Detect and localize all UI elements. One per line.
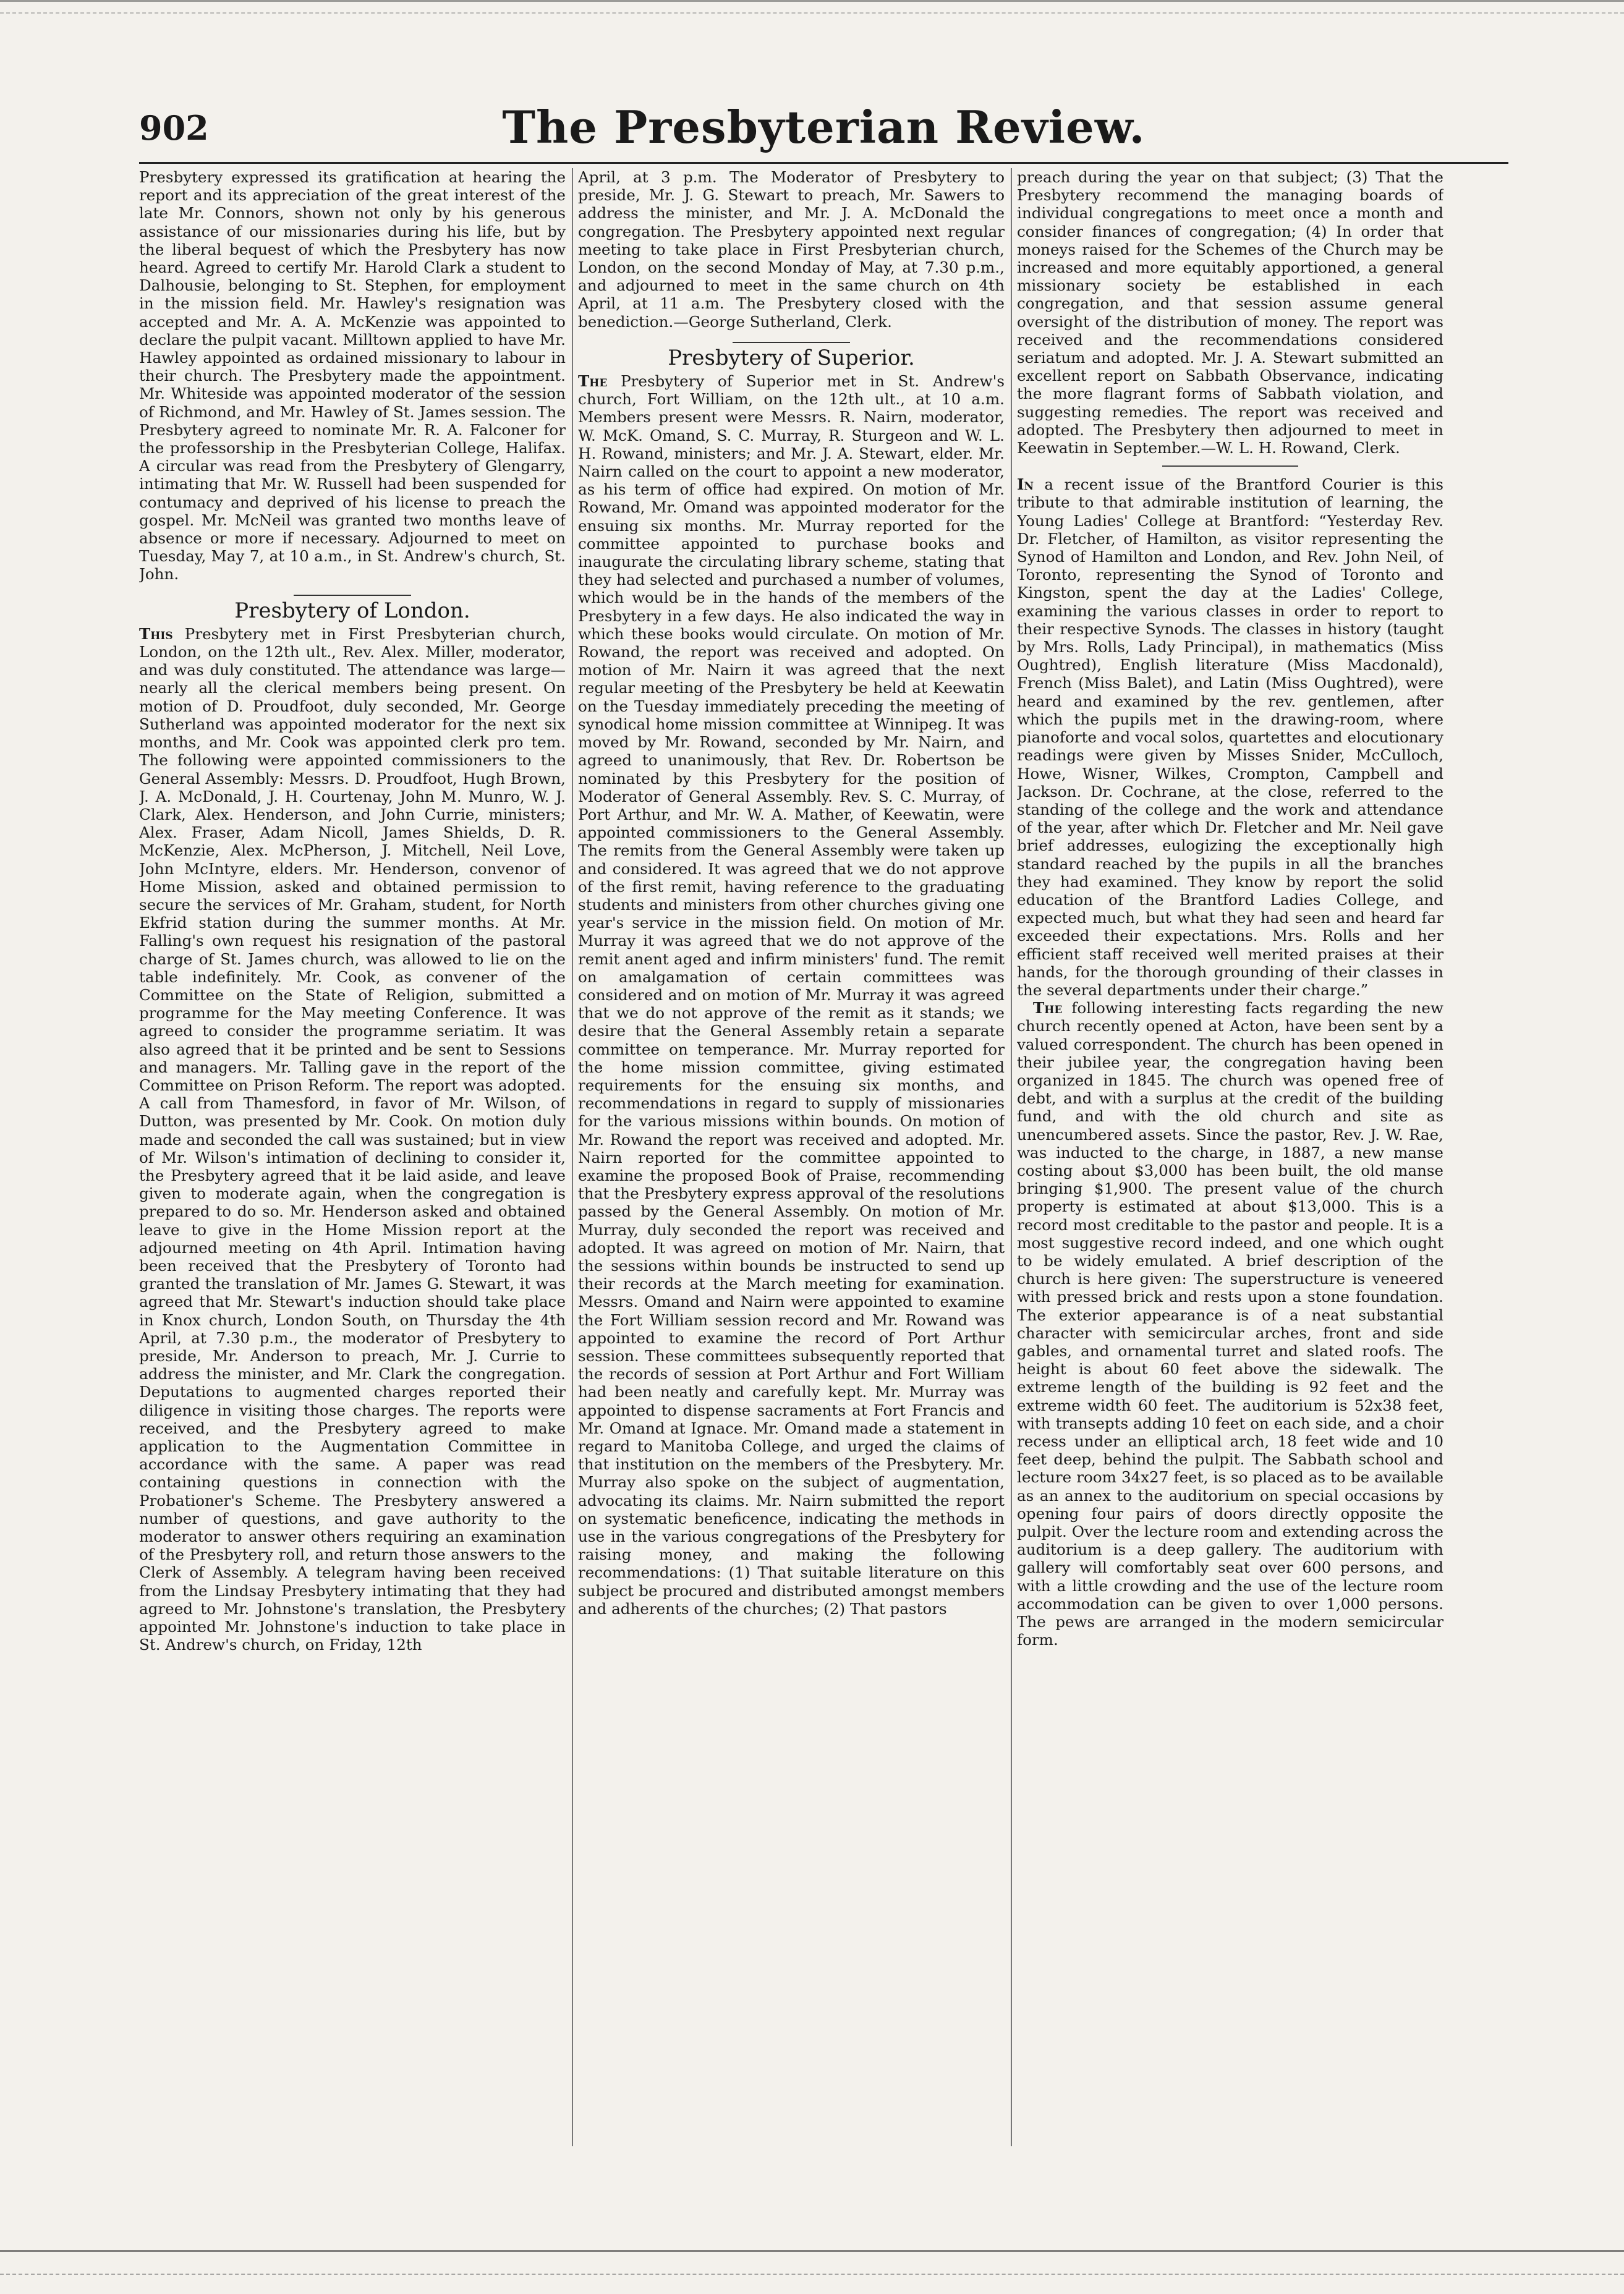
- article-paragraph: [1017, 999, 1443, 1649]
- page-number: 902: [139, 108, 209, 148]
- paragraph-text: following interesting facts regarding the new church recently opened at Acton, have been sent by a valued correspondent. The church has been opened in their jubilee year, the congregation having been organized in 1845. The church was opened free of debt, and with a surplus at the credit of the building fund, and with the old church and site as unencumbered assets. Since the pastor, Rev. J. W. Rae, was inducted to the charge, in 1887, a new manse costing about $3,000 has been built, the old manse bringing $1,900. The present value of the church property is estimated at about $13,000. This is a record most creditable to the pastor and people. It is a most suggestive record indeed, and one which ought to be widely emulated. A brief description of the church is here given: The superstructure is veneered with pressed brick and rests upon a stone foundation. The exterior appearance is of a neat substantial character with semicircular arches, front and side gables, and ornamental turret and slated roofs. The height is about 60 feet above the sidewalk. The extreme length of the building is 92 feet and the extreme width 60 feet. The auditorium is 52x38 feet, with transepts adding 10 feet on each side, and a choir recess under an elliptical arch, 18 feet wide and 10 feet deep, behind the pulpit. The Sabbath school and lecture room 34x27 feet, is so placed as to be available as an annex to the auditorium on special occasions by opening four pairs of doors directly opposite the pulpit. Over the lecture room and extending across the auditorium is a deep gallery. The auditorium with gallery will comfortably seat over 600 persons, and with a little crowding and the use of the lecture room accommodation can be given to over 1,000 persons. The pews are arranged in the modern semicircular form.: [1017, 999, 1443, 1649]
- top-border-rule: [0, 0, 1624, 14]
- paragraph-text: a recent issue of the Brantford Courier is this tribute to that admirable institution of learning, the Young Ladies' College at Brantford: “Yesterday Rev. Dr. Fletcher, of Hamilton, as visitor representing the Synod of Hamilton and London, and Rev. John Neil, of Toronto, representing the Synod of Toronto and Kingston, spent the day at the Ladies' College, examining the various classes in order to report to their respective Synods. The classes in history (taught by Mrs. Rolls, Lady Principal), in mathematics (Miss Oughtred), English literature (Miss Macdonald), French (Miss Balet), and Latin (Miss Oughtred), were heard and examined by the rev. gentlemen, after which the pupils met in the drawing-room, where pianoforte and vocal solos, quartettes and elocutionary readings were given by Misses Snider, McCulloch, Howe, Wisner, Wilkes, Crompton, Campbell and Jackson. Dr. Cochrane, at the close, referred to the standing of the college and the work and attendance of the year, after which Dr. Fletcher and Mr. Neil gave brief addresses, eulogizing the exceptionally high standard reached by the pupils in all the branches they had examined. They know by report the solid education of the Brantford Ladies College, and expected much, but what they had seen and heard far exceeded their expectations. Mrs. Rolls and her efficient staff received well merited praises at their hands, for the thorough grounding of their classes in the several departments under their charge.”: [1017, 475, 1443, 999]
- column-divider: [572, 168, 573, 2146]
- column-2: [578, 168, 1005, 2156]
- heading-rule: [733, 342, 850, 343]
- column-1: [139, 168, 566, 2156]
- bottom-border-rule: [0, 2250, 1624, 2275]
- paragraph-text: April, at 3 p.m. The Moderator of Presbytery to preside, Mr. J. G. Stewart to preach, Mr. Sawers to address the minister, and Mr. J. A. McDonald the congregation. The Presbytery appointed next regular meeting to take place in First Presbyterian church, London, on the second Monday of May, at 7.30 p.m., and adjourned to meet in the same church on 4th April, at 11 a.m. The Presbytery closed with the benediction.—George Sutherland, Clerk.: [578, 168, 1005, 331]
- paragraph-text: Presbytery of Superior met in St. Andrew's church, Fort William, on the 12th ult., at 10 a.m. Members present were Messrs. R. Nairn, moderator, W. McK. Omand, S. C. Murray, R. Sturgeon and W. L. H. Rowand, ministers; and Mr. J. A. Stewart, elder. Mr. Nairn called on the court to appoint a new moderator, as his term of office had expired. On motion of Mr. Rowand, Mr. Omand was appointed moderator for the ensuing six months. Mr. Murray reported for the committee appointed to purchase books and inaugurate the circulating library scheme, stating that they had selected and purchased a number of volumes, which would be in the hands of the members of the Presbytery in a few days. He also indicated the way in which these books would circulate. On motion of Mr. Rowand, the report was received and adopted. On motion of Mr. Nairn it was agreed that the next regular meeting of the Presbytery be held at Keewatin on the Tuesday immediately preceding the meeting of synodical home mission committee at Winnipeg. It was moved by Mr. Rowand, seconded by Mr. Nairn, and agreed to unanimously, that Rev. Dr. Robertson be nominated by this Presbytery for the position of Moderator of General Assembly. Rev. S. C. Murray, of Port Arthur, and Mr. W. A. Mather, of Keewatin, were appointed commissioners to the General Assembly. The remits from the General Assembly were taken up and considered. It was agreed that we do not approve of the first remit, having reference to the graduating students and ministers from other churches giving one year's service in the mission field. On motion of Mr. Murray it was agreed that we do not approve of the remit anent aged and infirm ministers' fund. The remit on amalgamation of certain committees was considered and on motion of Mr. Murray it was agreed that we do not approve of the remit as it stands; we desire that the General Assembly retain a separate committee on temperance. Mr. Murray reported for the home mission committee, giving estimated requirements for the ensuing six months, and recommendations in regard to supply of missionaries for the various missions within bounds. On motion of Mr. Rowand the report was received and adopted. Mr. Nairn reported for the committee appointed to examine the proposed Book of Praise, recommending that the Presbytery express approval of the resolutions passed by the General Assembly. On motion of Mr. Murray, duly seconded the report was received and adopted. It was agreed on motion of Mr. Nairn, that the sessions within bounds be instructed to send up their records at the March meeting for examination. Messrs. Omand and Nairn were appointed to examine the Fort William session record and Mr. Rowand was appointed to examine the record of Port Arthur session. These committees subsequently reported that the records of session at Port Arthur and Fort William had been neatly and carefully kept. Mr. Murray was appointed to dispense sacraments at Fort Francis and Mr. Omand at Ignace. Mr. Omand made a statement in regard to Manitoba College, and urged the claims of that institution on the members of the Presbytery. Mr. Murray also spoke on the subject of augmentation, advocating its claims. Mr. Nairn submitted the report on systematic beneficence, indicating the methods in use in the various congregations of the Presbytery for raising money, and making the following recommendations: (1) That suitable literature on this subject be procured and distributed amongst members and adherents of the churches; (2) That pastors: [578, 372, 1005, 1618]
- paragraph-lead-word: The: [578, 372, 608, 391]
- section-heading: Presbytery of Superior.: [668, 345, 915, 370]
- article-paragraph: [1017, 168, 1443, 457]
- paragraph-lead-word: This: [139, 624, 173, 643]
- article-separator-rule: [1162, 465, 1298, 467]
- column-divider: [1011, 168, 1012, 2146]
- article-paragraph: [139, 168, 566, 584]
- paragraph-text: Presbytery expressed its gratification at hearing the report and its appreciation of the great interest of the late Mr. Connors, shown not only by his generous assistance of our missionaries during his life, but by the liberal bequest of which the Presbytery has now heard. Agreed to certify Mr. Harold Clark a student to Dalhousie, belonging to St. Stephen, for employment in the mission field. Mr. Hawley's resignation was accepted and Mr. A. A. McKenzie was appointed to declare the pulpit vacant. Milltown applied to have Mr. Hawley appointed as ordained missionary to labour in their church. The Presbytery made the appointment. Mr. Whiteside was appointed moderator of the session of Richmond, and Mr. Hawley of St. James session. The Presbytery agreed to nominate Mr. R. A. Falconer for the professorship in the Presbyterian College, Halifax. A circular was read from the Presbytery of Glengarry, intimating that Mr. W. Russell had been suspended for contumacy and deprived of his license to preach the gospel. Mr. McNeil was granted two months leave of absence or more if necessary. Adjourned to meet on Tuesday, May 7, at 10 a.m., in St. Andrew's church, St. John.: [139, 168, 566, 584]
- paragraph-text: preach during the year on that subject; (3) That the Presbytery recommend the managing boards of individual congregations to meet once a month and consider finances of congregation; (4) In order that moneys raised for the Schemes of the Church may be increased and more equitably apportioned, a general missionary society be established in each congregation, and that session assume general oversight of the distribution of money. The report was received and the recommendations considered seriatum and adopted. Mr. J. A. Stewart submitted an excellent report on Sabbath Observance, indicating the more flagrant forms of Sabbath violation, and suggesting remedies. The report was received and adopted. The Presbytery then adjourned to meet in Keewatin in September.—W. L. H. Rowand, Clerk.: [1017, 168, 1443, 457]
- paragraph-lead-word: In: [1017, 475, 1034, 494]
- page-header: [139, 96, 1508, 164]
- article-paragraph: [1017, 475, 1443, 999]
- publication-title: The Presbyterian Review.: [502, 101, 1146, 153]
- paragraph-lead-word: The: [1033, 999, 1063, 1017]
- article-paragraph: [139, 625, 566, 1654]
- article-paragraph: [578, 168, 1005, 331]
- column-3: [1017, 168, 1443, 2156]
- article-paragraph: [578, 372, 1005, 1618]
- section-heading: Presbytery of London.: [234, 598, 470, 623]
- paragraph-text: Presbytery met in First Presbyterian church, London, on the 12th ult., Rev. Alex. Miller, moderator, and was duly constituted. The attendance was large—nearly all the clerical members being present. On motion of D. Proudfoot, duly seconded, Mr. George Sutherland was appointed moderator for the next six months, and Mr. Cook was appointed clerk pro tem. The following were appointed commissioners to the General Assembly: Messrs. D. Proudfoot, Hugh Brown, J. A. McDonald, J. H. Courtenay, John M. Munro, W. J. Clark, Alex. Henderson, and John Currie, ministers; Alex. Fraser, Adam Nicoll, James Shields, D. R. McKenzie, Alex. McPherson, J. Mitchell, Neil Love, John McIntyre, elders. Mr. Henderson, convenor of Home Mission, asked and obtained permission to secure the services of Mr. Graham, student, for North Ekfrid station during the summer months. At Mr. Falling's own request his resignation of the pastoral charge of St. James church, was allowed to lie on the table indefinitely. Mr. Cook, as convener of the Committee on the State of Religion, submitted a programme for the May meeting Conference. It was agreed to consider the programme seriatim. It was also agreed that it be printed and be sent to Sessions and managers. Mr. Talling gave in the report of the Committee on Prison Reform. The report was adopted. A call from Thamesford, in favor of Mr. Wilson, of Dutton, was presented by Mr. Cook. On motion duly made and seconded the call was sustained; but in view of Mr. Wilson's intimation of declining to consider it, the Presbytery agreed that it be laid aside, and leave given to moderate again, when the congregation is prepared to do so. Mr. Henderson asked and obtained leave to give in the Home Mission report at the adjourned meeting on 4th April. Intimation having been received that the Presbytery of Toronto had granted the translation of Mr. James G. Stewart, it was agreed that Mr. Stewart's induction should take place in Knox church, London South, on Thursday the 4th April, at 7.30 p.m., the moderator of Presbytery to preside, Mr. Anderson to preach, Mr. J. Currie to address the minister, and Mr. Clark the congregation. Deputations to augmented charges reported their diligence in visiting those charges. The reports were received, and the Presbytery agreed to make application to the Augmentation Committee in accordance with the same. A paper was read containing questions in connection with the Probationer's Scheme. The Presbytery answered a number of questions, and gave authority to the moderator to answer others requiring an examination of the Presbytery roll, and return those answers to the Clerk of Assembly. A telegram having been received from the Lindsay Presbytery intimating that they had agreed to Mr. Johnstone's translation, the Presbytery appointed Mr. Johnstone's induction to take place in St. Andrew's church, on Friday, 12th: [139, 624, 566, 1654]
- heading-rule: [294, 595, 411, 596]
- header-rule: [139, 162, 1508, 164]
